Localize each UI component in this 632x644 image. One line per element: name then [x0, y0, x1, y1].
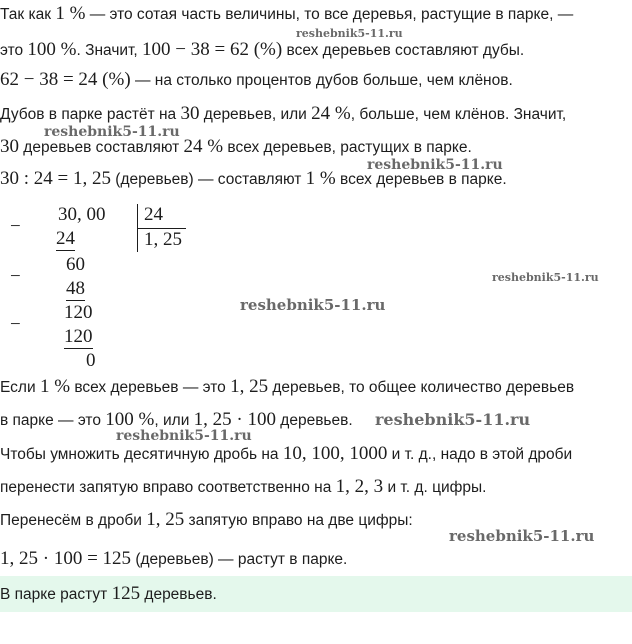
- watermark: reshebnik5-11.ru: [296, 27, 403, 40]
- text-line-8: в парке — это 100 %, или 1, 25 · 100 деревьев.: [0, 409, 353, 430]
- division-step: 60: [66, 254, 85, 275]
- watermark: reshebnik5-11.ru: [449, 527, 595, 545]
- division-step: 120: [64, 302, 93, 323]
- watermark: reshebnik5-11.ru: [116, 428, 252, 444]
- text-line-1: Так как 1 % — это сотая часть величины, то все деревья, растущие в парке, —: [0, 3, 574, 24]
- text-line-2: это 100 %. Значит, 100 − 38 = 62 (%) всех деревьев составляют дубы.: [0, 39, 525, 60]
- divisor: 24: [144, 204, 163, 225]
- quotient: 1, 25: [144, 229, 182, 250]
- answer-text: В парке растут 125 деревьев.: [0, 583, 217, 604]
- text-line-12: 1, 25 · 100 = 125 (деревьев) — растут в парке.: [0, 548, 348, 569]
- minus-sign: −: [10, 216, 21, 237]
- math: 1, 25 · 100: [193, 409, 276, 430]
- watermark: reshebnik5-11.ru: [375, 410, 531, 429]
- text-line-11: Перенесём в дроби 1, 25 запятую вправо на две цифры:: [0, 509, 413, 530]
- math: 30 : 24 = 1, 25: [0, 168, 111, 189]
- text-line-10: перенести запятую вправо соответственно на 1, 2, 3 и т. д. цифры.: [0, 476, 487, 497]
- text-line-5: 30 деревьев составляют 24 % всех деревьев, растущих в парке.: [0, 136, 472, 157]
- math: 30: [180, 103, 200, 124]
- minus-sign: −: [10, 314, 21, 335]
- math: 1 %: [305, 168, 336, 189]
- math: 1, 2, 3: [335, 476, 384, 497]
- math: 10, 100, 1000: [282, 443, 388, 464]
- text-line-4: Дубов в парке растёт на 30 деревьев, или 24 %, больше, чем клёнов. Значит,: [0, 103, 567, 124]
- division-step: 0: [86, 350, 96, 371]
- math: 1, 25 · 100 = 125: [0, 548, 132, 569]
- watermark: reshebnik5-11.ru: [367, 157, 503, 173]
- math: 24 %: [183, 136, 224, 157]
- math: 24 %: [311, 103, 351, 124]
- text-line-3: 62 − 38 = 24 (%) — на столько процентов дубов больше, чем клёнов.: [0, 69, 513, 90]
- math: 1 %: [55, 3, 86, 24]
- minus-sign: −: [10, 266, 21, 287]
- math: 100 %: [27, 39, 77, 60]
- dividend: 30, 00: [58, 204, 106, 225]
- division-step: 120: [64, 326, 93, 347]
- math: 100 − 38 = 62 (%): [142, 39, 283, 60]
- math: 1, 25: [230, 376, 269, 397]
- watermark: reshebnik5-11.ru: [44, 124, 180, 140]
- math: 1 %: [39, 376, 71, 397]
- text-line-7: Если 1 % всех деревьев — это 1, 25 деревьев, то общее количество деревьев: [0, 376, 575, 397]
- math: 62 − 38 = 24 (%): [0, 69, 131, 90]
- division-step: 48: [66, 278, 85, 299]
- math: 30: [0, 136, 19, 157]
- math: 100 %: [105, 409, 155, 430]
- math: 125: [111, 583, 141, 604]
- math: 1, 25: [146, 509, 185, 530]
- division-step: 24: [56, 228, 75, 249]
- watermark: reshebnik5-11.ru: [240, 296, 386, 314]
- text-line-6: 30 : 24 = 1, 25 (деревьев) — составляют 1 % всех деревьев в парке.: [0, 168, 507, 189]
- text-line-9: Чтобы умножить десятичную дробь на 10, 100, 1000 и т. д., надо в этой дроби: [0, 443, 573, 464]
- watermark: reshebnik5-11.ru: [492, 271, 599, 284]
